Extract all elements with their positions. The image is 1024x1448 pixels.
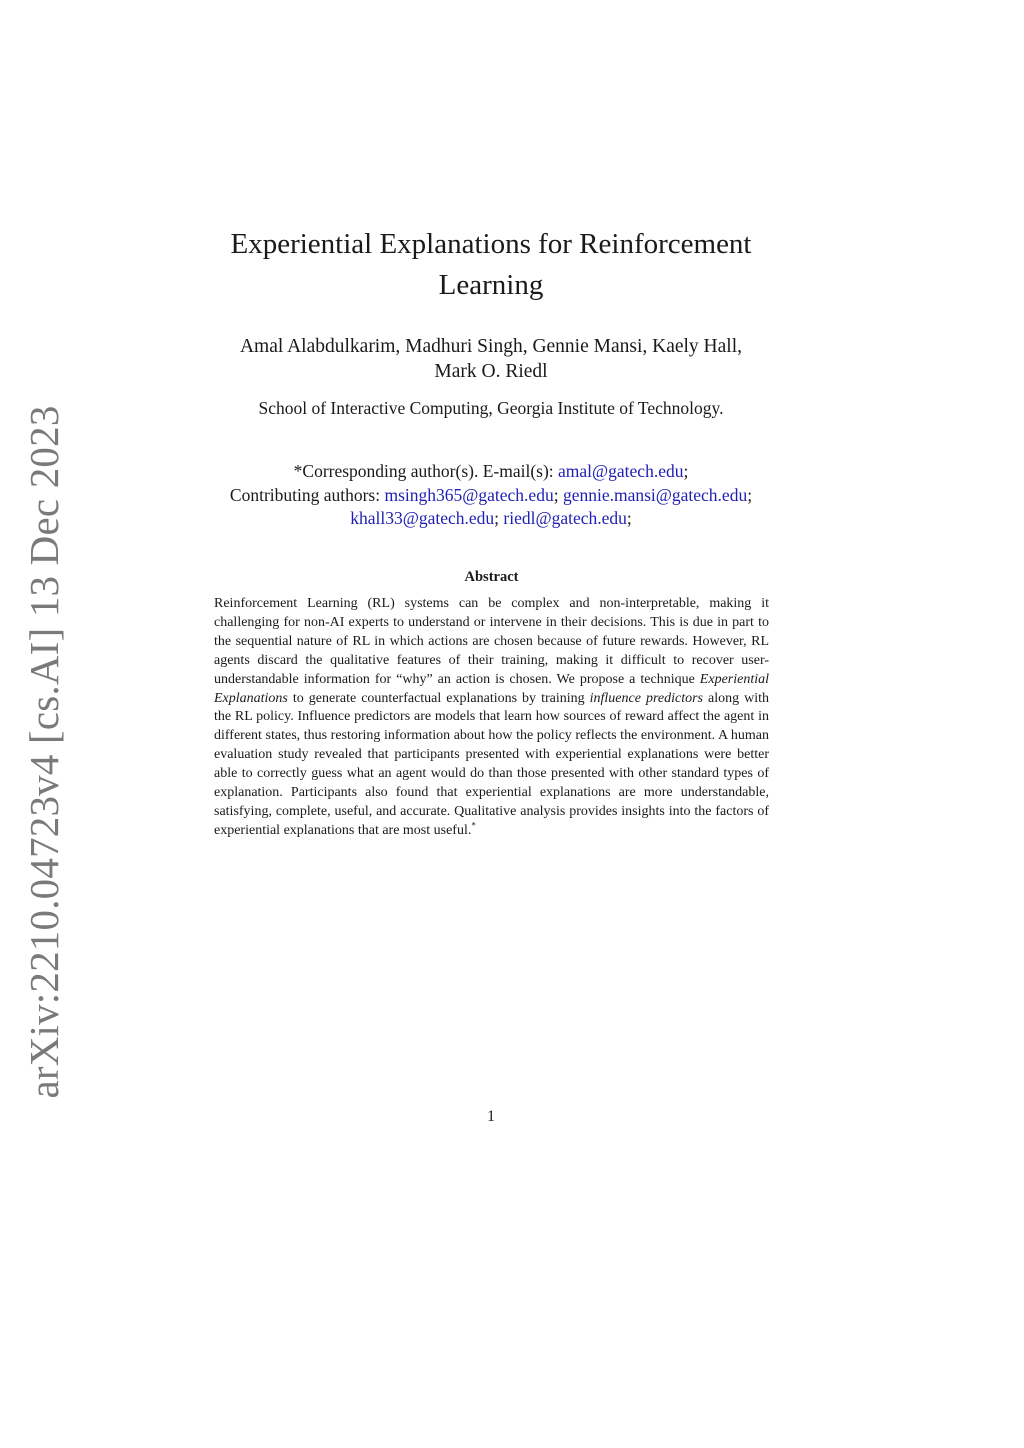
title-line-2: Learning — [438, 269, 544, 301]
page-number: 1 — [487, 1108, 495, 1125]
contributing-authors-line — [150, 484, 832, 508]
author-line-2: Mark O. Riedl — [434, 361, 548, 382]
email-separator: ; — [553, 484, 563, 505]
contact-emails — [150, 460, 832, 531]
contributing-prefix: Contributing authors: — [229, 484, 385, 505]
abstract-emphasis-experiential-explanations: Experiential Explanations — [214, 671, 769, 706]
email-link-gmansi[interactable]: gennie.mansi@gatech.edu — [562, 484, 748, 505]
email-separator: ; — [747, 484, 753, 505]
abstract-emphasis-influence-predictors: influence predictors — [589, 690, 703, 706]
corresponding-author-line — [150, 460, 832, 484]
paper-title — [190, 224, 792, 306]
author-list — [160, 334, 822, 384]
abstract-text-3: along with the RL policy. Influence predictors are models that learn how sources of reward affect the agent in different states, thus restoring information about how the policy reflects the environment. A human evaluation study revealed that participants presented with experiential explanations were better able to correctly guess what an agent would do than those presented with other standard types of explanation. Participants also found that experiential explanations are more understandable, satisfying, complete, useful, and accurate. Qualitative analysis provides insights into the factors of experiential explanations that are most useful. — [214, 690, 769, 838]
email-link-riedl[interactable]: riedl@gatech.edu — [503, 508, 627, 528]
abstract-heading: Abstract — [464, 569, 519, 585]
footnote-mark: * — [471, 820, 476, 831]
email-separator: ; — [494, 508, 504, 528]
title-line-1: Experiential Explanations for Reinforcement — [230, 228, 752, 260]
corresponding-email-link[interactable]: amal@gatech.edu — [558, 461, 684, 481]
affiliation: School of Interactive Computing, Georgia Institute of Technology. — [258, 398, 724, 418]
email-link-msingh[interactable]: msingh365@gatech.edu — [384, 484, 554, 505]
abstract-body — [214, 595, 769, 841]
corresponding-suffix: ; — [683, 461, 689, 481]
contributing-authors-line-2 — [150, 507, 832, 531]
abstract-text-1: Reinforcement Learning (RL) systems can be complex and non-interpretable, making it challenging for non-AI experts to understand or intervene in their decisions. This is due in part to the sequential nature of RL in which actions are chosen because of future rewards. However, RL agents discard the qualitative features of their training, making it difficult to recover user-understandable information for “why” an action is chosen. We propose a technique — [214, 596, 769, 687]
abstract-text-2: to generate counterfactual explanations by training — [287, 690, 590, 706]
final-suffix: ; — [626, 508, 632, 528]
arxiv-stamp: arXiv:2210.04723v4 [cs.AI] 13 Dec 2023 — [21, 405, 67, 1099]
email-link-khall[interactable]: khall33@gatech.edu — [350, 508, 495, 528]
author-line-1: Amal Alabdulkarim, Madhuri Singh, Gennie Mansi, Kaely Hall, — [239, 336, 743, 357]
corresponding-prefix: *Corresponding author(s). E-mail(s): — [293, 461, 559, 481]
